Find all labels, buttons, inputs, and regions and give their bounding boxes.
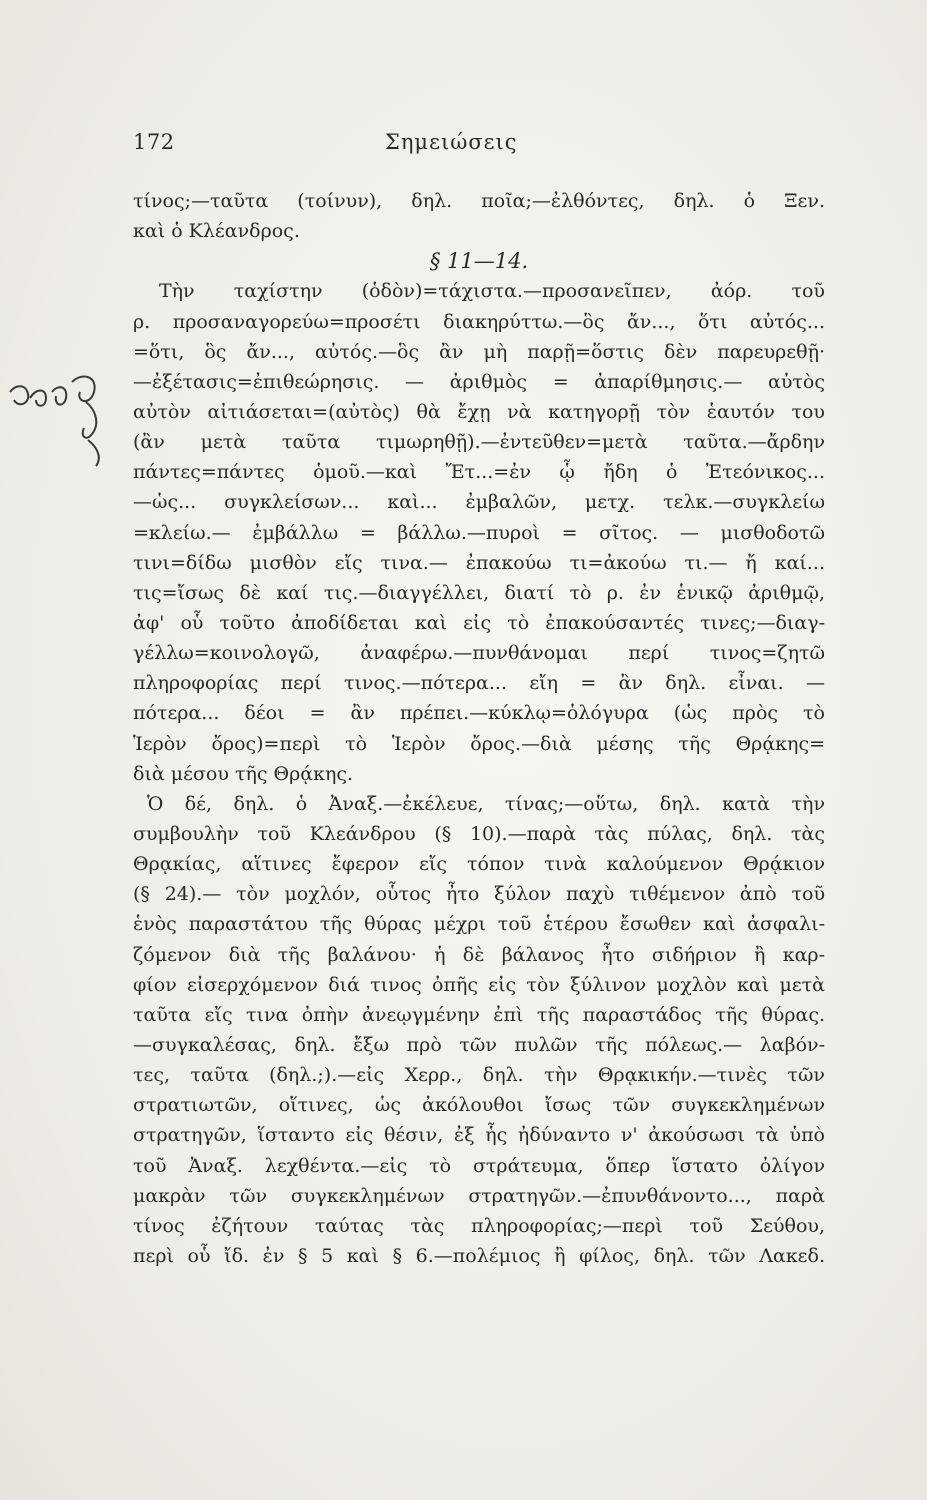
text-line: ἑνὸς παραστάτου τῆς θύρας μέχρι τοῦ ἑτέρου ἔσωθεν καὶ ἀσφαλι-: [133, 913, 825, 936]
text-line: —ἐξέτασις=ἐπιθεώρησις. — ἀριθμὸς = ἀπαρίθμησις.— αὐτὸς: [133, 370, 825, 393]
text-line: πάντες=πάντες ὁμοῦ.—καὶ Ἔτ...=ἐν ᾧ ἤδη ὁ Ἐτεόνικος...: [133, 461, 825, 484]
notes-text: [133, 186, 825, 1271]
text-line: ταῦτα εἴς τινα ὀπὴν ἀνεῳγμένην ἐπὶ τῆς παραστάδος τῆς θύρας.: [133, 1003, 825, 1026]
page-header: [133, 130, 823, 160]
text-line: ζόμενον διὰ τῆς βαλάνου· ἡ δὲ βάλανος ἦτο σιδήριον ἢ καρ-: [133, 943, 825, 966]
section-heading: § 11—14.: [429, 249, 529, 274]
text-line: συμβουλὴν τοῦ Κλεάνδρου (§ 10).—παρὰ τὰς πύλας, δηλ. τὰς: [133, 822, 825, 845]
text-line: στρατηγῶν, ἵσταντο εἰς θέσιν, ἐξ ἧς ἠδύναντο ν' ἀκούσωσι τὰ ὑπὸ: [133, 1124, 825, 1147]
text-line: Θρᾳκίας, αἵτινες ἔφερον εἴς τόπον τινὰ καλούμενον Θρᾴκιον: [133, 853, 825, 876]
text-line: τίνος;—ταῦτα (τοίνυν), δηλ. ποῖα;—ἐλθόντες, δηλ. ὁ Ξεν.: [133, 190, 825, 212]
handwritten-margin-note: [2, 362, 112, 472]
text-line: =ὅτι, ὃς ἄν..., αὐτός.—ὃς ἂν μὴ παρῇ=ὅστις δὲν παρευρεθῇ·: [133, 340, 825, 363]
text-line: (§ 24).— τὸν μοχλόν, οὗτος ἦτο ξύλον παχὺ τιθέμενον ἀπὸ τοῦ: [133, 883, 825, 906]
text-line: τίνος ἐζήτουν ταύτας τὰς πληροφορίας;—περὶ τοῦ Σεύθου,: [133, 1214, 825, 1237]
text-line: —ὡς... συγκλείσων... καὶ... ἐμβαλῶν, μετχ. τελκ.—συγκλείω: [133, 491, 825, 514]
text-line: ἀφ' οὗ τοῦτο ἀποδίδεται καὶ εἰς τὸ ἐπακούσαντές τινες;—διαγ-: [133, 611, 825, 634]
text-line: καὶ ὁ Κλέανδρος.: [133, 220, 300, 243]
text-line: τινι=δίδω μισθὸν εἴς τινα.— ἐπακούω τι=ἀκούω τι.— ἤ καί...: [133, 551, 825, 574]
text-line: —συγκαλέσας, δηλ. ἔξω πρὸ τῶν πυλῶν τῆς πόλεως.— λαβόν-: [133, 1033, 825, 1056]
text-line: περὶ οὗ ἴδ. ἐν § 5 καὶ § 6.—πολέμιος ἢ φίλος, δηλ. τῶν Λακεδ.: [133, 1244, 825, 1267]
text-line: ρ. προσαναγορεύω=προσέτι διακηρύττω.—ὃς ἄν..., ὅτι αὐτός...: [133, 310, 825, 333]
text-line: τες, ταῦτα (δηλ.;).—εἰς Χερρ., δηλ. τὴν Θρᾳκικήν.—τινὲς τῶν: [133, 1064, 825, 1087]
text-line: τις=ἴσως δὲ καί τις.—διαγγέλλει, διατί τὸ ρ. ἐν ἑνικῷ ἀριθμῷ,: [133, 581, 825, 604]
text-line: διὰ μέσου τῆς Θρᾴκης.: [133, 762, 354, 785]
text-line: πληροφορίας περί τινος.—πότερα... εἴη = ἂν δηλ. εἶναι. —: [133, 672, 825, 695]
page-number: 172: [133, 130, 175, 154]
text-line: γέλλω=κοινολογῶ, ἀναφέρω.—πυνθάνομαι περί τινος=ζητῶ: [133, 642, 825, 665]
text-line: Ἱερὸν ὄρος)=περὶ τὸ Ἱερὸν ὄρος.—διὰ μέσης τῆς Θρᾴκης=: [133, 732, 825, 755]
running-title: Σημειώσεις: [385, 130, 518, 154]
text-line: φίον εἰσερχόμενον διά τινος ὀπῆς εἰς τὸν ξύλινον μοχλὸν καὶ μετὰ: [133, 973, 825, 996]
text-line: στρατιωτῶν, οἵτινες, ὡς ἀκόλουθοι ἴσως τῶν συγκεκλημένων: [133, 1094, 825, 1117]
text-line: =κλείω.— ἐμβάλλω = βάλλω.—πυροὶ = σῖτος. — μισθοδοτῶ: [133, 521, 825, 544]
text-line: αὐτὸν αἰτιάσεται=(αὐτὸς) θὰ ἔχῃ νὰ κατηγορῇ τὸν ἑαυτόν του: [133, 400, 825, 423]
text-line: Τὴν ταχίστην (ὁδὸν)=τάχιστα.—προσανεῖπεν, ἀόρ. τοῦ: [159, 280, 825, 303]
text-line: τοῦ Ἀναξ. λεχθέντα.—εἰς τὸ στράτευμα, ὅπερ ἵστατο ὀλίγον: [133, 1154, 825, 1177]
text-line: μακρὰν τῶν συγκεκλημένων στρατηγῶν.—ἐπυνθάνοντο..., παρὰ: [133, 1184, 825, 1207]
text-line: πότερα... δέοι = ἂν πρέπει.—κύκλῳ=ὁλόγυρα (ὡς πρὸς τὸ: [133, 702, 825, 725]
text-line: Ὁ δέ, δηλ. ὁ Ἀναξ.—ἐκέλευε, τίνας;—οὕτω, δηλ. κατὰ τὴν: [147, 792, 825, 815]
text-line: (ἂν μετὰ ταῦτα τιμωρηθῇ).—ἐντεῦθεν=μετὰ ταῦτα.—ἄρδην: [133, 431, 825, 454]
